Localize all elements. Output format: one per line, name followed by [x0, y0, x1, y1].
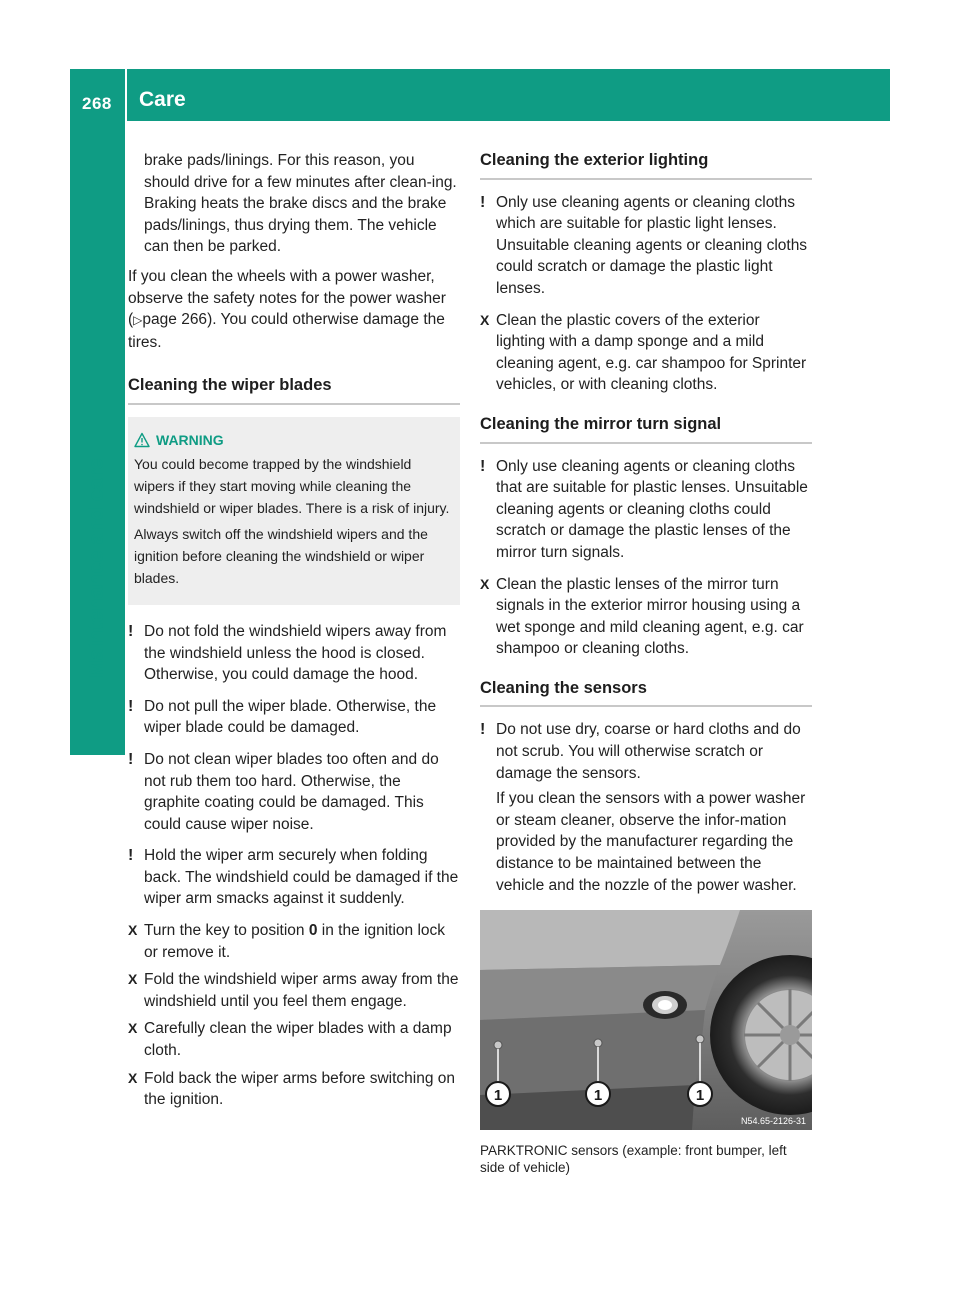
warning-triangle-icon: [134, 432, 150, 448]
note-item: [480, 719, 812, 784]
step-item: [480, 574, 812, 660]
page-ref-link[interactable]: page 266: [142, 311, 208, 329]
page-ref-arrow-icon: ▷: [133, 313, 143, 328]
power-washer-text-a: If you clean the wheels with a power washer, observe the safety notes for the power washer (: [128, 267, 446, 329]
step-item: [128, 920, 460, 963]
power-washer-text-b: ). You could otherwise damage the tires.: [128, 311, 445, 351]
note-item: [480, 192, 812, 300]
note-item: [128, 696, 460, 739]
step-text-a: Turn the key to position: [144, 922, 309, 940]
step-arrow-icon: X: [128, 922, 138, 939]
warning-box: [128, 417, 460, 605]
exclamation-icon: !: [480, 457, 486, 475]
header-divider: [125, 69, 127, 121]
step-text: Clean the plastic lenses of the mirror turn signals in the exterior mirror housing using a wet sponge and mild cleaning agent, e.g. car shampoo or cleaning cloths.: [496, 575, 804, 658]
parktronic-sensors-photo: [480, 910, 812, 1130]
note-text: Only use cleaning agents or cleaning cloths that are suitable for plastic lenses. Unsuitable cleaning agents or cleaning cloths could scratch or damage the plastic lenses of the mirror turn signals.: [496, 457, 808, 561]
heading-sensors: Cleaning the sensors: [480, 678, 812, 708]
step-item: [128, 1068, 460, 1111]
warning-title: WARNING: [156, 431, 224, 448]
intro-continuation: brake pads/linings. For this reason, you should drive for a few minutes after clean-ing. Braking heats the brake discs and the brake pads/linings, thus drying them. The vehicle can then be parked.: [144, 152, 457, 256]
step-item: [480, 310, 812, 396]
step-arrow-icon: X: [128, 1069, 138, 1086]
exclamation-icon: !: [480, 721, 486, 739]
warning-header: [134, 429, 452, 451]
step-arrow-icon: X: [128, 1020, 138, 1037]
step-text: Fold back the wiper arms before switching on the ignition.: [144, 1069, 456, 1109]
exclamation-icon: !: [480, 193, 486, 211]
ignition-position: 0: [308, 922, 318, 940]
note-text: Do not pull the wiper blade. Otherwise, the wiper blade could be damaged.: [144, 697, 437, 737]
step-item: [128, 1018, 460, 1061]
heading-exterior-lighting: Cleaning the exterior lighting: [480, 150, 812, 180]
figure-code: N54.65-2126-31: [740, 1116, 806, 1127]
exclamation-icon: !: [128, 750, 134, 768]
step-text-b: in the ignition lock or remove it.: [144, 922, 446, 961]
side-tab-label: Maintenance and care: [85, 458, 108, 678]
exclamation-icon: !: [128, 847, 134, 865]
note-text: Do not clean wiper blades too often and do not rub them too hard. Otherwise, the graphite coating could be damaged. This could cause wiper noise.: [144, 750, 439, 833]
chapter-title: Care: [139, 88, 186, 111]
step-text: Fold the windshield wiper arms away from the windshield until you feel them engage.: [144, 971, 459, 1010]
heading-mirror-turn-signal: Cleaning the mirror turn signal: [480, 414, 812, 444]
note-text: Only use cleaning agents or cleaning cloths which are suitable for plastic light lenses. Unsuitable cleaning agents or cleaning cloths could scratch or damage the plastic light lenses.: [496, 193, 808, 297]
note-text: Do not use dry, coarse or hard cloths and do not scrub. You will otherwise scratch or damage the sensors.: [496, 721, 801, 782]
page-number: 268: [82, 94, 112, 113]
note-item: [128, 845, 460, 910]
note-item: [128, 749, 460, 835]
note-text: Hold the wiper arm securely when folding back. The windshield could be damaged if the wiper arm smacks against it suddenly.: [144, 847, 459, 908]
right-column: [480, 150, 812, 1176]
callout-label: 1: [695, 1087, 705, 1105]
warning-text-2: Always switch off the windshield wipers and the ignition before cleaning the windshield or wiper blades.: [134, 525, 428, 586]
step-arrow-icon: X: [480, 311, 490, 328]
left-column: [128, 150, 460, 1117]
note-item: [480, 456, 812, 564]
heading-wiper-blades: Cleaning the wiper blades: [128, 375, 460, 405]
step-text: Clean the plastic covers of the exterior lighting with a damp sponge and a mild cleaning agent, e.g. car shampoo for Sprinter vehicles, or with cleaning cloths.: [496, 311, 807, 394]
step-text: Carefully clean the wiper blades with a damp cloth.: [144, 1020, 452, 1060]
note-continuation: If you clean the sensors with a power washer or steam cleaner, observe the infor-mation provided by the manufacturer regarding the distance to be maintained between the vehicle and the nozzle of the power washer.: [496, 790, 806, 894]
note-item: [128, 621, 460, 686]
step-arrow-icon: X: [128, 971, 138, 988]
header-bar: [70, 69, 890, 121]
step-arrow-icon: X: [480, 575, 490, 592]
figure-caption: PARKTRONIC sensors (example: front bumper, left side of vehicle): [480, 1143, 787, 1176]
callout-label: 1: [593, 1087, 603, 1105]
exclamation-icon: !: [128, 697, 134, 715]
step-item: [128, 969, 460, 1012]
callout-label: 1: [493, 1087, 503, 1105]
warning-text-1: You could become trapped by the windshield wipers if they start moving while cleaning the windshield or wiper blades. There is a risk of injury.: [134, 455, 450, 516]
exclamation-icon: !: [128, 622, 134, 640]
power-washer-paragraph: [128, 266, 460, 353]
note-text: Do not fold the windshield wipers away from the windshield unless the hood is closed. Otherwise, you could damage the hood.: [144, 622, 447, 684]
